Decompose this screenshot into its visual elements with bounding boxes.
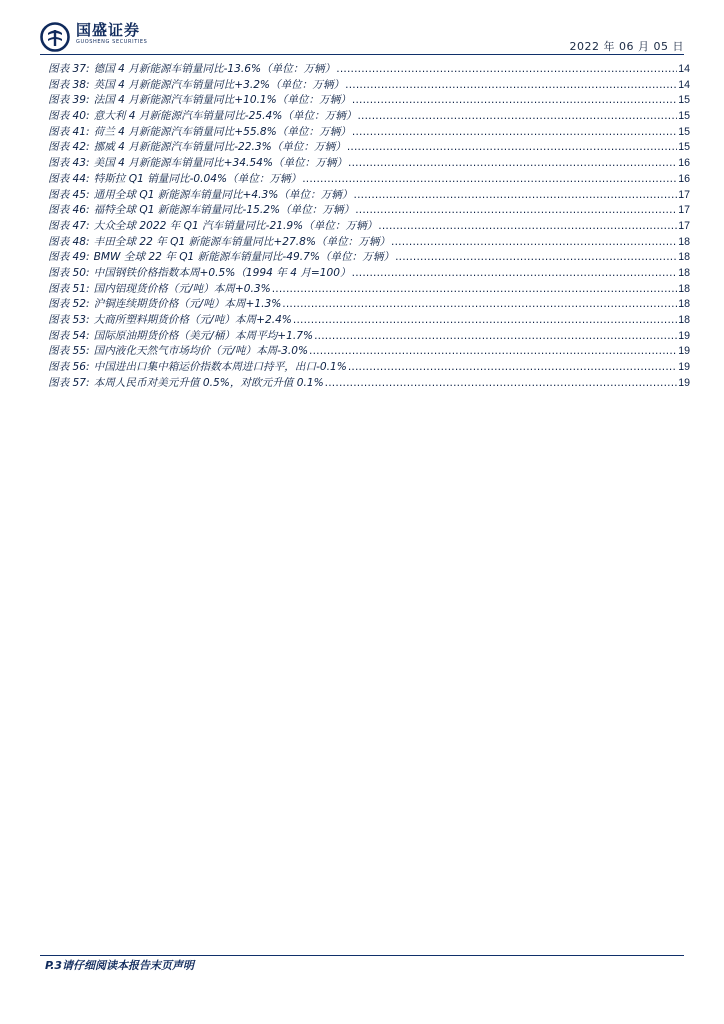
toc-entry-title: 沪铜连续期货价格（元/吨）本周+1.3%	[93, 298, 282, 311]
toc-entry[interactable]	[48, 93, 690, 109]
toc-leader-dots	[354, 188, 678, 204]
guosheng-logo-icon	[40, 22, 70, 52]
toc-entry-label: 图表 38:	[48, 78, 90, 91]
toc-entry-title: 大商所塑料期货价格（元/吨）本周+2.4%	[93, 314, 292, 326]
toc-leader-dots	[355, 203, 677, 219]
toc-leader-dots	[352, 266, 678, 282]
toc-leader-dots	[336, 62, 677, 78]
toc-entry[interactable]	[48, 172, 690, 188]
toc-entry[interactable]	[48, 313, 690, 329]
toc-entry[interactable]	[48, 297, 690, 313]
toc-entry-label: 图表 43:	[48, 157, 90, 170]
toc-leader-dots	[293, 313, 677, 329]
brand-name-cn: 国盛证券	[76, 21, 141, 39]
toc-entry-title: 国际原油期货价格（美元/桶）本周平均+1.7%	[93, 329, 314, 342]
toc-leader-dots	[302, 172, 677, 188]
toc-entry-page: 17	[678, 204, 690, 217]
toc-entry-page: 17	[678, 219, 690, 232]
toc-entry-page: 17	[678, 188, 690, 201]
toc-entry-title: 中国进出口集中箱运价指数本周进口持平，出口-0.1%	[93, 361, 347, 374]
toc-entry[interactable]	[48, 156, 690, 172]
toc-entry-page: 14	[678, 78, 690, 91]
toc-entry-title: 通用全球 Q1 新能源车销量同比+4.3%（单位：万辆）	[93, 188, 353, 201]
toc-leader-dots	[352, 93, 677, 109]
toc-entry-page: 15	[678, 94, 690, 107]
toc-entry-page: 18	[678, 298, 690, 311]
toc-entry-label: 图表 54:	[48, 329, 90, 342]
toc-entry-label: 图表 51:	[48, 282, 90, 295]
toc-entry-title: 特斯拉 Q1 销量同比-0.04%（单位：万辆）	[93, 172, 302, 185]
toc-entry-page: 16	[678, 172, 690, 185]
toc-leader-dots	[325, 376, 678, 392]
brand-name-en: GUOSHENG SECURITIES	[76, 39, 148, 45]
toc-entry-label: 图表 42:	[48, 141, 90, 154]
toc-entry-page: 18	[678, 282, 690, 295]
toc-entry-page: 15	[678, 125, 690, 138]
toc-leader-dots	[352, 125, 677, 141]
toc-entry-label: 图表 44:	[48, 172, 90, 185]
toc-entry-label: 图表 50:	[48, 266, 90, 279]
toc-entry-label: 图表 46:	[48, 204, 90, 217]
toc-entry[interactable]	[48, 344, 690, 360]
toc-entry[interactable]	[48, 203, 690, 219]
toc-entry[interactable]	[48, 109, 690, 125]
toc-entry[interactable]	[48, 266, 690, 282]
page-header	[0, 0, 724, 58]
toc-leader-dots	[348, 156, 677, 172]
toc-entry-page: 18	[678, 235, 690, 248]
toc-entry-label: 图表 52:	[48, 298, 90, 311]
toc-entry-title: 中国钢铁价格指数本周+0.5%（1994 年 4 月=100）	[93, 266, 351, 279]
toc-entry-label: 图表 53:	[48, 314, 90, 326]
toc-entry[interactable]	[48, 250, 690, 266]
toc-leader-dots	[357, 109, 677, 125]
toc-entry-label: 图表 39:	[48, 94, 90, 107]
toc-entry[interactable]	[48, 125, 690, 141]
toc-entry-title: 丰田全球 22 年 Q1 新能源车销量同比+27.8%（单位：万辆）	[93, 235, 391, 248]
toc-entry-title: 德国 4 月新能源车销量同比-13.6%（单位：万辆）	[93, 63, 336, 75]
toc-entry[interactable]	[48, 78, 690, 94]
toc-entry-title: 国内液化天然气市场均价（元/吨）本周-3.0%	[93, 345, 309, 358]
toc-entry-page: 19	[678, 376, 690, 389]
toc-entry-title: 意大利 4 月新能源汽车销量同比-25.4%（单位：万辆）	[93, 110, 357, 123]
toc-entry-title: 国内铝现货价格（元/吨）本周+0.3%	[93, 282, 271, 295]
brand-logo	[40, 22, 147, 52]
toc-leader-dots	[314, 329, 677, 345]
toc-entry-title: 大众全球 2022 年 Q1 汽车销量同比-21.9%（单位：万辆）	[93, 219, 378, 232]
toc-leader-dots	[347, 140, 677, 156]
toc-entry-page: 15	[678, 110, 690, 123]
toc-entry[interactable]	[48, 62, 690, 78]
toc-entry[interactable]	[48, 235, 690, 251]
toc-entry[interactable]	[48, 188, 690, 204]
toc-leader-dots	[282, 297, 677, 313]
toc-entry-label: 图表 48:	[48, 235, 90, 248]
toc-entry-page: 16	[678, 157, 690, 170]
toc-entry[interactable]	[48, 329, 690, 345]
toc-entry-label: 图表 49:	[48, 251, 90, 264]
toc-entry-title: BMW 全球 22 年 Q1 新能源车销量同比-49.7%（单位：万辆）	[93, 251, 395, 264]
toc-leader-dots	[272, 282, 678, 298]
toc-entry[interactable]	[48, 282, 690, 298]
toc-entry-label: 图表 56:	[48, 361, 90, 374]
footer-disclaimer: P.3请仔细阅读本报告末页声明	[45, 959, 195, 972]
toc-entry-title: 福特全球 Q1 新能源车销量同比-15.2%（单位：万辆）	[93, 204, 355, 217]
toc-entry-title: 法国 4 月新能源汽车销量同比+10.1%（单位：万辆）	[93, 94, 351, 107]
toc-entry-title: 美国 4 月新能源车销量同比+34.54%（单位：万辆）	[93, 157, 348, 170]
toc-entry-page: 19	[678, 361, 690, 374]
toc-entry-label: 图表 47:	[48, 219, 90, 232]
toc-entry-page: 18	[678, 251, 690, 264]
toc-entry-page: 14	[678, 63, 690, 75]
toc-entry-label: 图表 45:	[48, 188, 90, 201]
figure-list	[48, 62, 690, 391]
toc-entry[interactable]	[48, 376, 690, 392]
toc-leader-dots	[309, 344, 677, 360]
footer-divider	[40, 955, 684, 956]
toc-entry[interactable]	[48, 140, 690, 156]
toc-entry-title: 本周人民币对美元升值 0.5%，对欧元升值 0.1%	[93, 376, 324, 389]
toc-entry-page: 19	[678, 329, 690, 342]
toc-leader-dots	[348, 360, 677, 376]
toc-entry-page: 15	[678, 141, 690, 154]
toc-leader-dots	[391, 235, 677, 251]
toc-entry-label: 图表 40:	[48, 110, 90, 123]
toc-entry-title: 英国 4 月新能源汽车销量同比+3.2%（单位：万辆）	[93, 78, 345, 91]
toc-leader-dots	[345, 78, 677, 94]
toc-entry-title: 挪威 4 月新能源汽车销量同比-22.3%（单位：万辆）	[93, 141, 346, 154]
toc-entry-title: 荷兰 4 月新能源汽车销量同比+55.8%（单位：万辆）	[93, 125, 351, 138]
toc-entry-label: 图表 57:	[48, 376, 90, 389]
toc-entry-label: 图表 37:	[48, 63, 90, 75]
toc-entry-label: 图表 41:	[48, 125, 90, 138]
toc-entry-page: 19	[678, 345, 690, 358]
toc-leader-dots	[395, 250, 677, 266]
toc-leader-dots	[378, 219, 677, 235]
toc-entry-page: 18	[678, 266, 690, 279]
toc-entry-label: 图表 55:	[48, 345, 90, 358]
toc-entry-page: 18	[678, 314, 690, 326]
toc-entry[interactable]	[48, 360, 690, 376]
toc-entry[interactable]	[48, 219, 690, 235]
header-divider	[40, 54, 684, 55]
report-date: 2022 年 06 月 05 日	[569, 40, 684, 53]
